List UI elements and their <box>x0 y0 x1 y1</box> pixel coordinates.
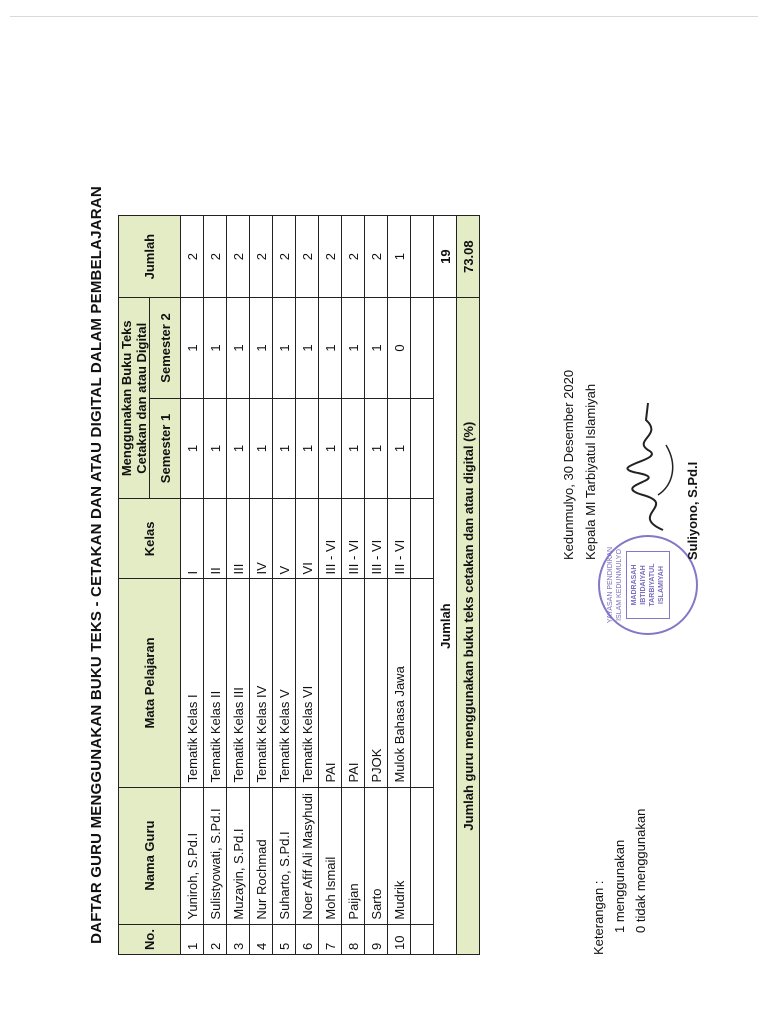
keterangan-item-1: 1 menggunakan <box>612 839 627 933</box>
cell-nama-guru: Mudrik <box>388 787 411 924</box>
cell-semester-1: 1 <box>204 398 227 499</box>
cell-jumlah: 2 <box>227 216 250 298</box>
cell-semester-2: 1 <box>273 298 296 399</box>
cell-mata-pelajaran: PAI <box>342 579 365 787</box>
table-row <box>365 216 388 955</box>
cell-jumlah: 2 <box>296 216 319 298</box>
cell-semester-2: 0 <box>388 298 411 399</box>
teacher-table <box>118 215 480 955</box>
cell-jumlah: 2 <box>365 216 388 298</box>
percent-label: Jumlah guru menggunakan buku teks cetakan dan atau digital (%) <box>457 298 480 955</box>
cell-nama-guru: Yuniroh, S.Pd.I <box>181 787 204 924</box>
cell-semester-2: 1 <box>342 298 365 399</box>
header-nama-guru: Nama Guru <box>119 787 181 924</box>
cell-no: 8 <box>342 924 365 954</box>
cell-kelas: III - VI <box>388 499 411 579</box>
cell-semester-1: 1 <box>388 398 411 499</box>
cell-nama-guru: Noer Afif Ali Masyhudi <box>296 787 319 924</box>
cell-semester-2: 1 <box>319 298 342 399</box>
cell-mata-pelajaran: Tematik Kelas I <box>181 579 204 787</box>
cell-jumlah: 2 <box>319 216 342 298</box>
cell-semester-2: 1 <box>227 298 250 399</box>
headmaster-name: Suliyono, S.Pd.I <box>685 461 700 560</box>
header-kelas: Kelas <box>119 499 181 579</box>
table-row <box>319 216 342 955</box>
document-title: DAFTAR GURU MENGGUNAKAN BUKU TEKS - CETAKAN DAN ATAU DIGITAL DALAM PEMBELAJARAN <box>88 186 105 944</box>
stamp-inner-text: MADRASAH IBTIDAIYAH TARBIYATUL ISLAMIYAH <box>626 551 670 619</box>
signature-block <box>558 370 704 560</box>
header-group-line2: Cetakan dan atau Digital <box>134 322 149 474</box>
header-group-line1: Menggunakan Buku Teks <box>119 320 134 477</box>
table-row <box>342 216 365 955</box>
cell-nama-guru: Suharto, S.Pd.I <box>273 787 296 924</box>
table-row <box>388 216 411 955</box>
cell-mata-pelajaran: Tematik Kelas II <box>204 579 227 787</box>
scan-edge-line <box>10 16 758 17</box>
cell-no: 7 <box>319 924 342 954</box>
cell-kelas: III - VI <box>342 499 365 579</box>
cell-no: 5 <box>273 924 296 954</box>
cell-nama-guru: Moh Ismail <box>319 787 342 924</box>
cell-kelas: III <box>227 499 250 579</box>
table-row <box>227 216 250 955</box>
table-row <box>204 216 227 955</box>
jumlah-label: Jumlah <box>434 298 457 955</box>
cell-no: 6 <box>296 924 319 954</box>
cell-mata-pelajaran: Mulok Bahasa Jawa <box>388 579 411 787</box>
keterangan-item-2: 0 tidak menggunakan <box>633 808 648 933</box>
cell-kelas: III - VI <box>319 499 342 579</box>
cell-nama-guru: Nur Rochmad <box>250 787 273 924</box>
jumlah-value: 19 <box>434 216 457 298</box>
header-buku-teks-group <box>119 298 150 499</box>
header-semester-1: Semester 1 <box>150 398 181 499</box>
cell-mata-pelajaran: Tematik Kelas VI <box>296 579 319 787</box>
cell-semester-1: 1 <box>342 398 365 499</box>
percent-value: 73.08 <box>457 216 480 298</box>
cell-kelas: II <box>204 499 227 579</box>
cell-kelas: I <box>181 499 204 579</box>
cell-no: 2 <box>204 924 227 954</box>
header-jumlah: Jumlah <box>119 216 181 298</box>
cell-no: 9 <box>365 924 388 954</box>
cell-semester-2: 1 <box>181 298 204 399</box>
cell-semester-1: 1 <box>296 398 319 499</box>
cell-semester-1: 1 <box>365 398 388 499</box>
cell-no: 4 <box>250 924 273 954</box>
cell-kelas: IV <box>250 499 273 579</box>
cell-no: 1 <box>181 924 204 954</box>
document-page <box>88 115 708 1015</box>
cell-no: 10 <box>388 924 411 954</box>
place-date: Kedunmulyo, 30 Desember 2020 <box>561 369 576 560</box>
stamp-ring-text: YAYASAN PENDIDIKAN ISLAM KEDUNMULYO <box>607 546 623 624</box>
cell-mata-pelajaran: PJOK <box>365 579 388 787</box>
cell-nama-guru: Sulistyowati, S.Pd.I <box>204 787 227 924</box>
header-semester-2: Semester 2 <box>150 298 181 399</box>
cell-semester-2: 1 <box>296 298 319 399</box>
table-row-empty <box>411 216 434 955</box>
cell-jumlah: 2 <box>181 216 204 298</box>
cell-kelas: III - VI <box>365 499 388 579</box>
cell-semester-2: 1 <box>365 298 388 399</box>
cell-semester-1: 1 <box>319 398 342 499</box>
cell-jumlah: 2 <box>273 216 296 298</box>
table-row <box>181 216 204 955</box>
cell-semester-1: 1 <box>227 398 250 499</box>
cell-jumlah: 2 <box>342 216 365 298</box>
header-mata-pelajaran: Mata Pelajaran <box>119 579 181 787</box>
cell-nama-guru: Paijan <box>342 787 365 924</box>
table-row <box>273 216 296 955</box>
cell-mata-pelajaran: Tematik Kelas IV <box>250 579 273 787</box>
cell-semester-2: 1 <box>204 298 227 399</box>
cell-mata-pelajaran: Tematik Kelas V <box>273 579 296 787</box>
table-row <box>250 216 273 955</box>
cell-mata-pelajaran: Tematik Kelas III <box>227 579 250 787</box>
header-no: No. <box>119 924 181 954</box>
cell-semester-1: 1 <box>250 398 273 499</box>
keterangan-label: Keterangan : <box>591 880 606 955</box>
cell-kelas: VI <box>296 499 319 579</box>
cell-semester-2: 1 <box>250 298 273 399</box>
keterangan-block <box>588 809 651 955</box>
cell-semester-1: 1 <box>273 398 296 499</box>
cell-kelas: V <box>273 499 296 579</box>
cell-semester-1: 1 <box>181 398 204 499</box>
table-row <box>296 216 319 955</box>
cell-mata-pelajaran: PAI <box>319 579 342 787</box>
cell-jumlah: 2 <box>204 216 227 298</box>
cell-no: 3 <box>227 924 250 954</box>
cell-nama-guru: Sarto <box>365 787 388 924</box>
headmaster-role: Kepala MI Tarbiyatul Islamiyah <box>583 383 598 560</box>
cell-jumlah: 2 <box>250 216 273 298</box>
cell-nama-guru: Muzayin, S.Pd.I <box>227 787 250 924</box>
cell-jumlah: 1 <box>388 216 411 298</box>
